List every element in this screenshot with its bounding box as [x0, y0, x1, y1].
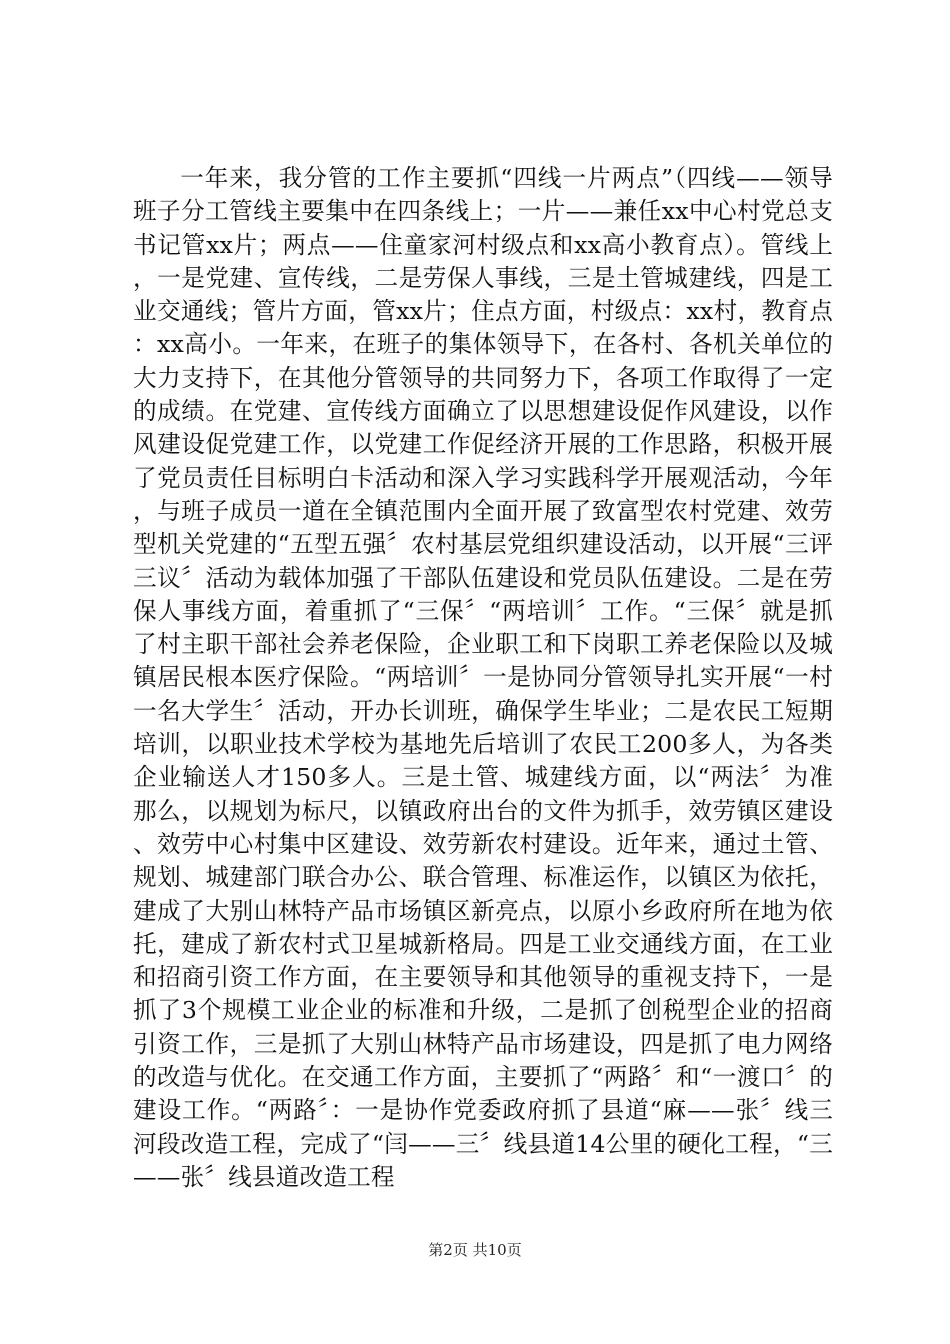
- body-paragraph: 一年来，我分管的工作主要抓“四线一片两点”（四线——领导班子分工管线主要集中在四条线上；一片——兼任xx中心村党总支书记管xx片；两点——住童家河村级点和xx高小教育点）。管线上，一是党建、宣传线，二是劳保人事线，三是土管城建线，四是工业交通线；管片方面，管xx片；住点方面，村级点：xx村，教育点：xx高小。一年来，在班子的集体领导下，在各村、各机关单位的大力支持下，在其他分管领导的共同努力下，各项工作取得了一定的成绩。在党建、宣传线方面确立了以思想建设促作风建设，以作风建设促党建工作，以党建工作促经济开展的工作思路，积极开展了党员责任目标明白卡活动和深入学习实践科学开展观活动，今年，与班子成员一道在全镇范围内全面开展了致富型农村党建、效劳型机关党建的“五型五强〞农村基层党组织建设活动，以开展“三评三议〞活动为载体加强了干部队伍建设和党员队伍建设。二是在劳保人事线方面，着重抓了“三保〞“两培训〞工作。“三保〞就是抓了村主职干部社会养老保险，企业职工和下岗职工养老保险以及城镇居民根本医疗保险。“两培训〞一是协同分管领导扎实开展“一村一名大学生〞活动，开办长训班，确保学生毕业；二是农民工短期培训，以职业技术学校为基地先后培训了农民工200多人，为各类企业输送人才150多人。三是土管、城建线方面，以“两法〞为准那么，以规划为标尺，以镇政府出台的文件为抓手，效劳镇区建设、效劳中心村集中区建设、效劳新农村建设。近年来，通过土管、规划、城建部门联合办公、联合管理、标准运作，以镇区为依托，建成了大别山林特产品市场镇区新亮点，以原小乡政府所在地为依托，建成了新农村式卫星城新格局。四是工业交通线方面，在工业和招商引资工作方面，在主要领导和其他领导的重视支持下，一是抓了3个规模工业企业的标准和升级，二是抓了创税型企业的招商引资工作，三是抓了大别山林特产品市场建设，四是抓了电力网络的改造与优化。在交通工作方面，主要抓了“两路〞和“一渡口〞的建设工作。“两路〞：一是协作党委政府抓了县道“麻——张〞线三河段改造工程，完成了“闫——三〞线县道14公里的硬化工程，“三——张〞线县道改造工程: [133, 164, 833, 1191]
- page-footer: 第2页 共10页: [428, 1241, 522, 1259]
